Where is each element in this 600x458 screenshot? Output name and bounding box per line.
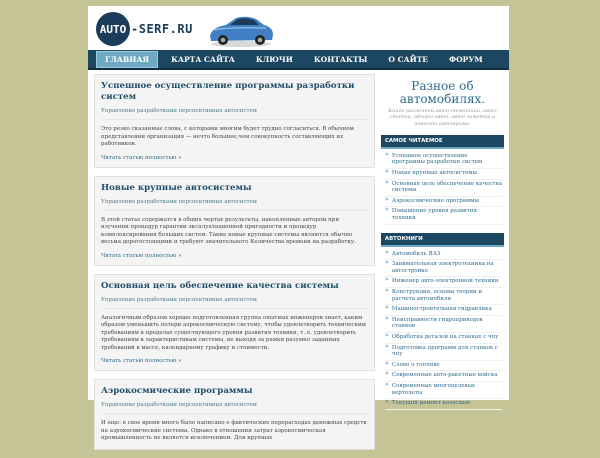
- post-category[interactable]: Управление разработками перспективных автосистем: [101, 402, 368, 414]
- sidebar-link[interactable]: » Успешное осуществление программы разработки систем: [385, 152, 502, 169]
- sidebar-link[interactable]: » Слово о топливе: [385, 361, 502, 372]
- sidebar-link[interactable]: » Подготовка программ для станков с чпу: [385, 344, 502, 361]
- post: [94, 274, 375, 372]
- sidebar-link[interactable]: » Текущий ремонт колесных: [385, 399, 502, 410]
- post-body: И еще: в свое время много было написано о фактических перерасходах денежных средств на аэрокосмические системы. Однако в отношении затрат аэрокосмическая промышленность не является исключением. Для крупных: [101, 420, 367, 441]
- post-category[interactable]: Управление разработками перспективных автосистем: [101, 108, 368, 120]
- sidebar-link[interactable]: » Основная цель обеспечение качества системы: [385, 180, 502, 197]
- read-more-link[interactable]: Читать статью полностью »: [101, 252, 182, 259]
- sidebar-link[interactable]: » Автомобиль ЯАЗ: [385, 250, 502, 261]
- sidebar-link[interactable]: » Инженер авто-электронной техники: [385, 277, 502, 288]
- post-body: Аналогичным образом хорошо подготовленная группа опытных инженеров знает, каким образом уменьшить потери аэрокосмическую систему, чтобы удовлетворить техническим требованиям в пределах существующего уровня развития техники, т. е. удовлетворить требованиям к характеристикам системы, не выходя за рамки разумно заданных требований в массе, календарному графику и стоимости.: [101, 314, 366, 351]
- widget-title: САМОЕ ЧИТАЕМОЕ: [381, 135, 504, 149]
- logo-text: -SERF.RU: [131, 22, 193, 36]
- post-category[interactable]: Управление разработками перспективных автосистем: [101, 297, 368, 309]
- sidebar-link[interactable]: » Повышение уровня развития техники: [385, 207, 502, 224]
- sidebar-link[interactable]: » Аэрокосмические программы: [385, 197, 502, 208]
- post-title[interactable]: Основная цель обеспечение качества системы: [101, 280, 339, 291]
- post-title[interactable]: Новые крупные автосистемы: [101, 182, 252, 193]
- post: [94, 176, 375, 266]
- sidebar-link[interactable]: » Конструкция, основы теории и расчета автомобиля: [385, 288, 502, 305]
- main-column: [94, 74, 375, 458]
- sidebar-link[interactable]: » Современные авто-ракетные войска: [385, 371, 502, 382]
- post-category[interactable]: Управление разработками перспективных автосистем: [101, 199, 368, 211]
- main-nav: [88, 50, 509, 70]
- post: [94, 74, 375, 168]
- post-title[interactable]: Аэрокосмические программы: [101, 386, 253, 396]
- widget-title: АВТОКНИГИ: [381, 233, 504, 247]
- logo-circle: AUTO: [96, 12, 130, 46]
- nav-keys[interactable]: КЛЮЧИ: [255, 54, 293, 64]
- blog-title: Разное об автомобилях.: [399, 79, 486, 106]
- read-more-link[interactable]: Читать статью полностью »: [101, 358, 182, 364]
- nav-contacts[interactable]: КОНТАКТЫ: [313, 54, 368, 64]
- sidebar-link[interactable]: » Обработка деталей на станках с чпу: [385, 333, 502, 344]
- post: [94, 379, 375, 450]
- sidebar-link[interactable]: » Неисправности гидроприводов станков: [385, 316, 502, 333]
- sidebar-link[interactable]: » Современные многоцелевые вертолеты: [385, 382, 502, 399]
- nav-sitemap[interactable]: КАРТА САЙТА: [171, 54, 235, 64]
- post-body: Это резко сказанные слова, с которыми многим будет трудно согласиться. В обычном представлении организация — нечто большее,чем совокупность составляющих их работников.: [101, 126, 354, 147]
- page: [88, 6, 509, 441]
- sidebar-link[interactable]: » Новые крупные автосистемы: [385, 169, 502, 180]
- blog-description: Книги различной авто-тематики, авто статьи, обзоры авто, авто заметки и новости автопрома.: [388, 108, 497, 127]
- car-image: [206, 10, 276, 48]
- nav-home[interactable]: ГЛАВНАЯ: [96, 51, 158, 68]
- read-more-link[interactable]: Читать статью полностью »: [101, 154, 182, 161]
- nav-about[interactable]: О САЙТЕ: [388, 54, 429, 64]
- header: [88, 6, 509, 50]
- sidebar-link[interactable]: » Занимательная электротехника на автостройке: [385, 260, 502, 277]
- sidebar: [381, 74, 504, 458]
- nav-forum[interactable]: ФОРУМ: [449, 54, 483, 64]
- post-body: В этой статье содержатся в общих чертах результаты, накопленные автором при изучении процедур гарантии эксплуатационной пригодности и процедур комплексирования больших систем. Такие новые крупные системы являются обычно весьма дорогостоящими и требуют значительного Количества времени на разработку.: [101, 216, 356, 245]
- widget-autobooks: [381, 233, 504, 410]
- widget-most-read: [381, 135, 504, 225]
- sidebar-link[interactable]: » Машиностроительная гидравлика: [385, 305, 502, 316]
- content: [88, 70, 509, 458]
- site-logo[interactable]: [96, 12, 193, 46]
- post-title[interactable]: Успешное осуществление программы разработки систем: [101, 81, 355, 102]
